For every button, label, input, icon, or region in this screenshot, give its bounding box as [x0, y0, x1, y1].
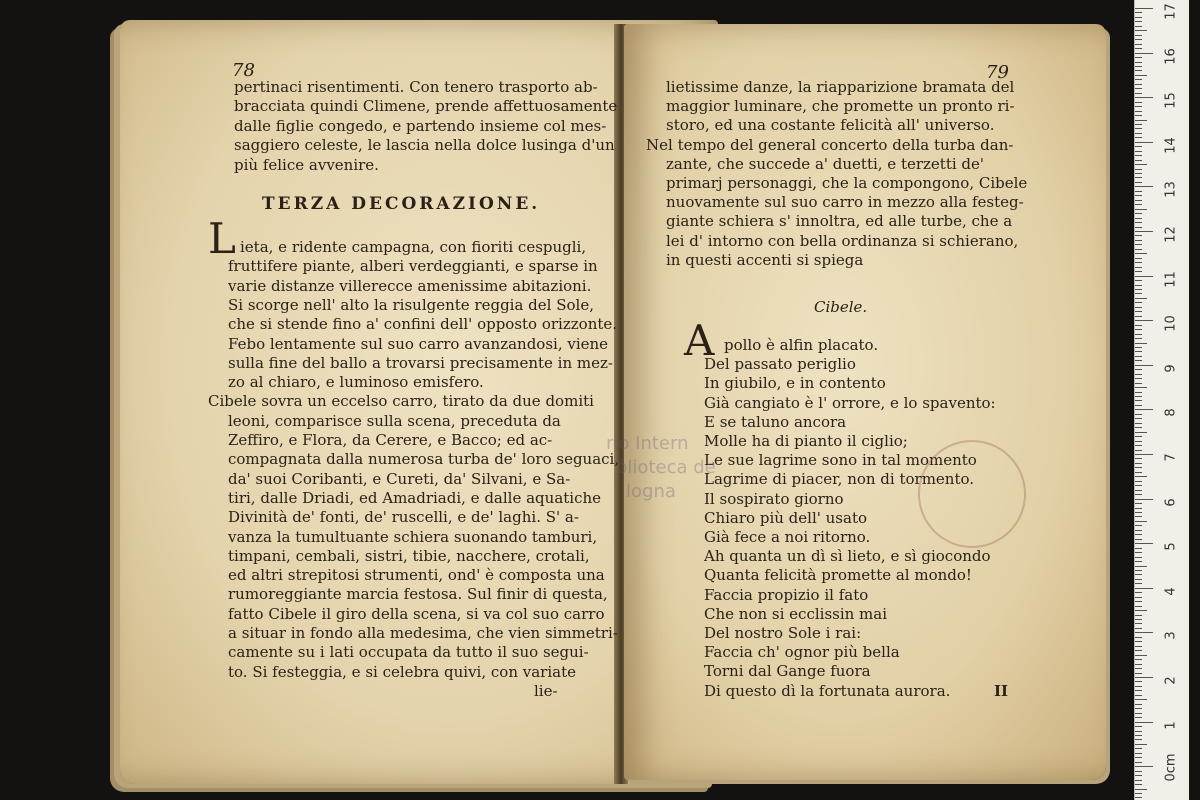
ruler-tick	[1135, 151, 1142, 152]
ruler-tick	[1135, 271, 1142, 272]
ruler-tick	[1135, 17, 1142, 18]
verse-line: Del nostro Sole i rai:	[704, 624, 862, 642]
ruler-tick	[1135, 557, 1142, 558]
ruler-tick	[1135, 686, 1142, 687]
ruler-tick	[1135, 485, 1142, 486]
ruler-tick	[1135, 360, 1142, 361]
ruler-tick	[1135, 155, 1142, 156]
verse-line: Molle ha di pianto il ciglio;	[704, 432, 908, 450]
ruler-tick	[1135, 48, 1142, 49]
ruler-tick	[1135, 133, 1142, 134]
ruler-tick	[1135, 235, 1142, 236]
text-line: maggior luminare, che promette un pronto ri-	[666, 97, 1015, 116]
ruler-tick	[1135, 655, 1147, 656]
ruler-tick	[1135, 200, 1142, 201]
ruler-tick	[1135, 204, 1142, 205]
ruler-tick	[1135, 343, 1147, 344]
ruler-tick	[1135, 302, 1142, 303]
ruler-tick	[1135, 191, 1142, 192]
ruler-tick	[1135, 124, 1142, 125]
ruler-tick	[1135, 516, 1142, 517]
ruler-tick	[1135, 436, 1142, 437]
ruler-tick	[1135, 766, 1153, 767]
ruler-tick	[1135, 789, 1147, 790]
ruler-tick	[1135, 592, 1142, 593]
verse-line: pollo è alfin placato.	[724, 336, 879, 354]
ruler-tick	[1135, 182, 1142, 183]
text-line: bracciata quindi Climene, prende affettuosamente	[234, 97, 618, 116]
ruler-tick	[1135, 173, 1142, 174]
ruler-tick	[1135, 374, 1142, 375]
ruler-tick	[1135, 771, 1142, 772]
text-line: rumoreggiante marcia festosa. Sul finir di questa,	[228, 585, 608, 604]
ruler-tick	[1135, 62, 1142, 63]
text-line: varie distanze villerecce amenissime abitazioni.	[228, 276, 592, 295]
verse-line: Il sospirato giorno	[704, 489, 844, 508]
ruler-tick	[1135, 623, 1142, 624]
ruler-tick	[1135, 97, 1153, 98]
ruler-tick	[1135, 285, 1142, 286]
text-line: saggiero celeste, le lascia nella dolce lusinga d'un	[234, 136, 615, 155]
text-line: fatto Cibele il giro della scena, si va col suo carro	[228, 604, 605, 623]
ruler-tick	[1135, 115, 1142, 116]
ruler-tick	[1135, 79, 1142, 80]
right-dropcap: A	[684, 316, 715, 365]
ruler-tick	[1135, 641, 1142, 642]
text-line: compagnata dalla numerosa turba de' loro seguaci,	[228, 450, 620, 469]
ruler-tick	[1135, 512, 1142, 513]
text-line: giante schiera s' innoltra, ed alle turbe, che a	[666, 212, 1013, 231]
text-line: più felice avvenire.	[234, 155, 379, 174]
ruler-tick	[1135, 780, 1142, 781]
ruler-tick	[1135, 744, 1147, 745]
ruler-tick	[1135, 39, 1142, 40]
ruler-tick	[1135, 615, 1142, 616]
ruler-label: 11	[1163, 270, 1179, 288]
ruler-tick	[1135, 106, 1142, 107]
ruler-tick	[1135, 142, 1153, 143]
library-stamp	[918, 440, 1026, 548]
ruler-tick	[1135, 316, 1142, 317]
ruler-tick	[1135, 53, 1153, 54]
text-line: sulla fine del ballo a trovarsi precisamente in mez-	[228, 353, 613, 372]
ruler-tick	[1135, 597, 1142, 598]
ruler-tick	[1135, 75, 1147, 76]
ruler-tick	[1135, 240, 1142, 241]
ruler-tick	[1135, 650, 1142, 651]
ruler-tick	[1135, 450, 1142, 451]
verse-line: Faccia propizio il fato	[704, 585, 869, 604]
ruler-tick	[1135, 757, 1142, 758]
ruler-label: 12	[1163, 226, 1179, 243]
text-line: timpani, cembali, sistri, tibie, nacchere, crotali,	[228, 546, 590, 565]
ruler-tick	[1135, 681, 1142, 682]
right-page-number: 79	[986, 62, 1009, 83]
ruler-tick	[1135, 12, 1142, 13]
ruler-tick	[1135, 628, 1142, 629]
ruler-tick	[1135, 445, 1142, 446]
text-line: lei d' intorno con bella ordinanza si schierano,	[666, 231, 1019, 250]
ruler-tick	[1135, 244, 1142, 245]
ruler-label: 15	[1163, 92, 1179, 109]
ruler-tick	[1135, 463, 1142, 464]
watermark-line: blioteca de	[616, 457, 716, 478]
ruler-label: 2	[1163, 676, 1179, 685]
ruler-tick	[1135, 414, 1142, 415]
ruler-tick	[1135, 160, 1142, 161]
ruler-tick	[1135, 458, 1142, 459]
ruler-tick	[1135, 695, 1142, 696]
text-line: che si stende fino a' confini dell' opposto orizzonte.	[228, 315, 618, 334]
ruler-label: 7	[1163, 453, 1179, 462]
ruler-tick	[1135, 396, 1142, 397]
ruler-tick	[1135, 320, 1153, 321]
text-line: Si scorge nell' alto la risulgente reggia del Sole,	[228, 295, 594, 314]
ruler-label: 8	[1163, 408, 1179, 418]
ruler-tick	[1135, 659, 1142, 660]
ruler-tick	[1135, 334, 1142, 335]
ruler-tick	[1135, 293, 1142, 294]
ruler-tick	[1135, 472, 1142, 473]
ruler-tick	[1135, 400, 1142, 401]
text-line: storo, ed una costante felicità all' universo.	[666, 116, 995, 135]
ruler-tick	[1135, 423, 1142, 424]
verse-line: Chiaro più dell' usato	[704, 508, 868, 527]
ruler-tick	[1135, 717, 1142, 718]
ruler-tick	[1135, 503, 1142, 504]
ruler-tick	[1135, 508, 1142, 509]
ruler-tick	[1135, 70, 1142, 71]
ruler-tick	[1135, 356, 1142, 357]
speaker-name: Cibele.	[814, 298, 868, 316]
ruler-label: 3	[1163, 631, 1179, 641]
watermark-line: logna	[626, 481, 676, 502]
ruler-tick	[1135, 186, 1153, 187]
text-line: in questi accenti si spiega	[666, 250, 864, 269]
text-line: da' suoi Coribanti, e Cureti, da' Silvani, e Sa-	[228, 469, 571, 488]
ruler-tick	[1135, 570, 1142, 571]
verse-line: Quanta felicità promette al mondo!	[704, 566, 972, 585]
verse-line: Che non si ecclissin mai	[704, 604, 888, 623]
ruler-tick	[1135, 735, 1142, 736]
ruler-tick	[1135, 30, 1147, 31]
ruler-tick	[1135, 454, 1153, 455]
ruler-tick	[1135, 646, 1142, 647]
ruler-tick	[1135, 120, 1147, 121]
ruler-tick	[1135, 552, 1142, 553]
ruler-tick	[1135, 731, 1142, 732]
ruler-tick	[1135, 378, 1142, 379]
ruler-label: 9	[1163, 364, 1179, 373]
ruler-tick	[1135, 338, 1142, 339]
ruler-tick	[1135, 365, 1153, 366]
text-line: primarj personaggi, che la compongono, Cibele	[666, 174, 1028, 192]
ruler-tick	[1135, 84, 1142, 85]
ruler-tick	[1135, 169, 1142, 170]
ruler-tick	[1135, 289, 1142, 290]
ruler-tick	[1135, 753, 1142, 754]
text-line: a situar in fondo alla medesima, che vien simmetri-	[228, 624, 618, 642]
verse-line: Di questo dì la fortunata aurora.	[704, 681, 951, 700]
text-line: camente su i lati occupata da tutto il suo segui-	[228, 643, 589, 662]
ruler-tick	[1135, 548, 1142, 549]
ruler-tick	[1135, 543, 1153, 544]
verse-line: Già fece a noi ritorno.	[704, 528, 871, 546]
ruler-tick	[1135, 566, 1147, 567]
ruler-tick	[1135, 619, 1142, 620]
ruler-tick	[1135, 347, 1142, 348]
ruler-tick	[1135, 467, 1142, 468]
ruler-tick	[1135, 195, 1142, 196]
ruler-tick	[1135, 102, 1142, 103]
ruler-tick	[1135, 405, 1142, 406]
ruler-tick	[1135, 775, 1142, 776]
text-line: zante, che succede a' duetti, e terzetti de'	[666, 154, 985, 173]
ruler-tick	[1135, 44, 1142, 45]
verse-line: Lagrime di piacer, non di tormento.	[704, 470, 975, 489]
ruler-tick	[1135, 222, 1142, 223]
ruler-label: 4	[1163, 587, 1179, 596]
ruler-tick	[1135, 177, 1142, 178]
verse-line: Già cangiato è l' orrore, e lo spavento:	[704, 393, 996, 412]
ruler-tick	[1135, 606, 1142, 607]
ruler-tick	[1135, 722, 1153, 723]
text-line: vanza la tumultuante schiera suonando tamburi,	[228, 527, 598, 546]
text-line: tiri, dalle Driadi, ed Amadriadi, e dalle aquatiche	[228, 488, 602, 507]
ruler-tick	[1135, 35, 1142, 36]
ruler-tick	[1135, 530, 1142, 531]
text-line: Nel tempo del general concerto della turba dan-	[646, 135, 1014, 154]
ruler-tick	[1135, 218, 1142, 219]
ruler-tick	[1135, 476, 1147, 477]
ruler-tick	[1135, 66, 1142, 67]
ruler-label: 13	[1163, 181, 1179, 199]
ruler-label: 0cm	[1163, 753, 1179, 782]
verse-line: Ah quanta un dì sì lieto, e sì giocondo	[704, 547, 991, 566]
ruler-tick	[1135, 490, 1142, 491]
text-line: Divinità de' fonti, de' ruscelli, e de' laghi. S' a-	[228, 508, 579, 527]
ruler-label: 10	[1163, 315, 1179, 332]
verse-line: Del passato periglio	[704, 355, 856, 374]
ruler-tick	[1135, 267, 1142, 268]
ruler-label: 6	[1163, 497, 1179, 507]
ruler-tick	[1135, 231, 1153, 232]
ruler-label: 16	[1163, 47, 1179, 65]
ruler-tick	[1135, 369, 1142, 370]
verse-line: E se taluno ancora	[704, 412, 847, 431]
ruler-tick	[1135, 677, 1153, 678]
ruler-tick	[1135, 409, 1153, 410]
ruler-tick	[1135, 521, 1147, 522]
ruler-tick	[1135, 690, 1142, 691]
text-line: pertinaci risentimenti. Con tenero trasporto ab-	[234, 78, 598, 96]
text-line: Cibele sovra un eccelso carro, tirato da due domiti	[208, 392, 594, 411]
ruler-tick	[1135, 579, 1142, 580]
section-heading: TERZA DECORAZIONE.	[262, 194, 541, 214]
ruler-tick	[1135, 387, 1147, 388]
ruler-tick	[1135, 329, 1142, 330]
ruler-tick	[1135, 601, 1142, 602]
ruler-tick	[1135, 276, 1153, 277]
text-line: leoni, comparisce sulla scena, preceduta da	[228, 411, 561, 430]
ruler-tick	[1135, 392, 1142, 393]
ruler-tick	[1135, 262, 1142, 263]
text-line: nuovamente sul suo carro in mezzo alla festeg-	[666, 193, 1024, 212]
text-line: ieta, e ridente campagna, con fioriti cespugli,	[240, 238, 587, 256]
text-line: zo al chiaro, e luminoso emisfero.	[228, 373, 484, 392]
left-dropcap: L	[208, 214, 236, 263]
ruler-tick	[1135, 311, 1142, 312]
ruler-tick	[1135, 307, 1142, 308]
text-line: Febo lentamente sul suo carro avanzandosi, viene	[228, 334, 609, 353]
ruler-tick	[1135, 418, 1142, 419]
ruler-tick	[1135, 26, 1142, 27]
ruler-tick	[1135, 610, 1147, 611]
ruler-tick	[1135, 793, 1142, 794]
ruler-tick	[1135, 280, 1142, 281]
ruler-tick	[1135, 258, 1142, 259]
ruler-tick	[1135, 664, 1142, 665]
ruler-tick	[1135, 499, 1153, 500]
verse-line: In giubilo, e in contento	[704, 374, 886, 393]
text-line: lie-	[534, 681, 558, 700]
text-line: to. Si festeggia, e si celebra quivi, con variate	[228, 662, 576, 681]
ruler-tick	[1135, 539, 1142, 540]
ruler-tick	[1135, 797, 1142, 798]
ruler-tick	[1135, 146, 1142, 147]
ruler-tick	[1135, 494, 1142, 495]
ruler-tick	[1135, 351, 1142, 352]
ruler-tick	[1135, 632, 1153, 633]
ruler-tick	[1135, 21, 1142, 22]
ruler-tick	[1135, 699, 1147, 700]
ruler-tick	[1135, 383, 1142, 384]
ruler-tick	[1135, 88, 1142, 89]
ruler-tick	[1135, 708, 1142, 709]
ruler-tick	[1135, 583, 1142, 584]
verse-line: Le sue lagrime sono in tal momento	[704, 451, 977, 470]
ruler-tick	[1135, 93, 1142, 94]
ruler-tick	[1135, 213, 1142, 214]
verse-line: Torni dal Gange fuora	[704, 662, 871, 681]
ruler-label: 17	[1163, 3, 1179, 20]
ruler-tick	[1135, 561, 1142, 562]
watermark-line: rio Intern	[606, 433, 689, 454]
measurement-ruler	[1134, 0, 1189, 800]
text-line: Zeffiro, e Flora, da Cerere, e Bacco; ed ac-	[228, 431, 553, 449]
catchword: II	[994, 682, 1009, 700]
ruler-tick	[1135, 704, 1142, 705]
verse-line: Faccia ch' ognor più bella	[704, 643, 900, 662]
ruler-tick	[1135, 8, 1153, 9]
ruler-tick	[1135, 57, 1142, 58]
ruler-tick	[1135, 128, 1142, 129]
ruler-tick	[1135, 253, 1147, 254]
ruler-label: 1	[1163, 720, 1179, 730]
ruler-tick	[1135, 249, 1142, 250]
text-line: lietissime danze, la riapparizione bramata del	[666, 78, 1015, 96]
left-page-number: 78	[232, 60, 255, 81]
ruler-tick	[1135, 574, 1142, 575]
ruler-tick	[1135, 298, 1147, 299]
ruler-tick	[1135, 673, 1142, 674]
ruler-tick	[1135, 441, 1142, 442]
ruler-tick	[1135, 762, 1142, 763]
ruler-tick	[1135, 748, 1142, 749]
ruler-tick	[1135, 784, 1142, 785]
ruler-tick	[1135, 111, 1142, 112]
ruler-tick	[1135, 713, 1142, 714]
ruler-tick	[1135, 427, 1142, 428]
ruler-tick	[1135, 726, 1142, 727]
text-line: dalle figlie congedo, e partendo insieme col mes-	[234, 116, 607, 135]
ruler-tick	[1135, 164, 1147, 165]
ruler-tick	[1135, 325, 1142, 326]
ruler-tick	[1135, 668, 1142, 669]
text-line: ed altri strepitosi strumenti, ond' è composta una	[228, 566, 605, 585]
ruler-tick	[1135, 432, 1147, 433]
ruler-label: 14	[1163, 137, 1179, 154]
ruler-tick	[1135, 739, 1142, 740]
ruler-tick	[1135, 525, 1142, 526]
text-line: fruttifere piante, alberi verdeggianti, e sparse in	[228, 257, 598, 276]
ruler-tick	[1135, 534, 1142, 535]
ruler-tick	[1135, 481, 1142, 482]
ruler-label: 5	[1163, 542, 1179, 551]
ruler-tick	[1135, 209, 1147, 210]
ruler-tick	[1135, 227, 1142, 228]
ruler-tick	[1135, 637, 1142, 638]
ruler-tick	[1135, 137, 1142, 138]
ruler-tick	[1135, 588, 1153, 589]
